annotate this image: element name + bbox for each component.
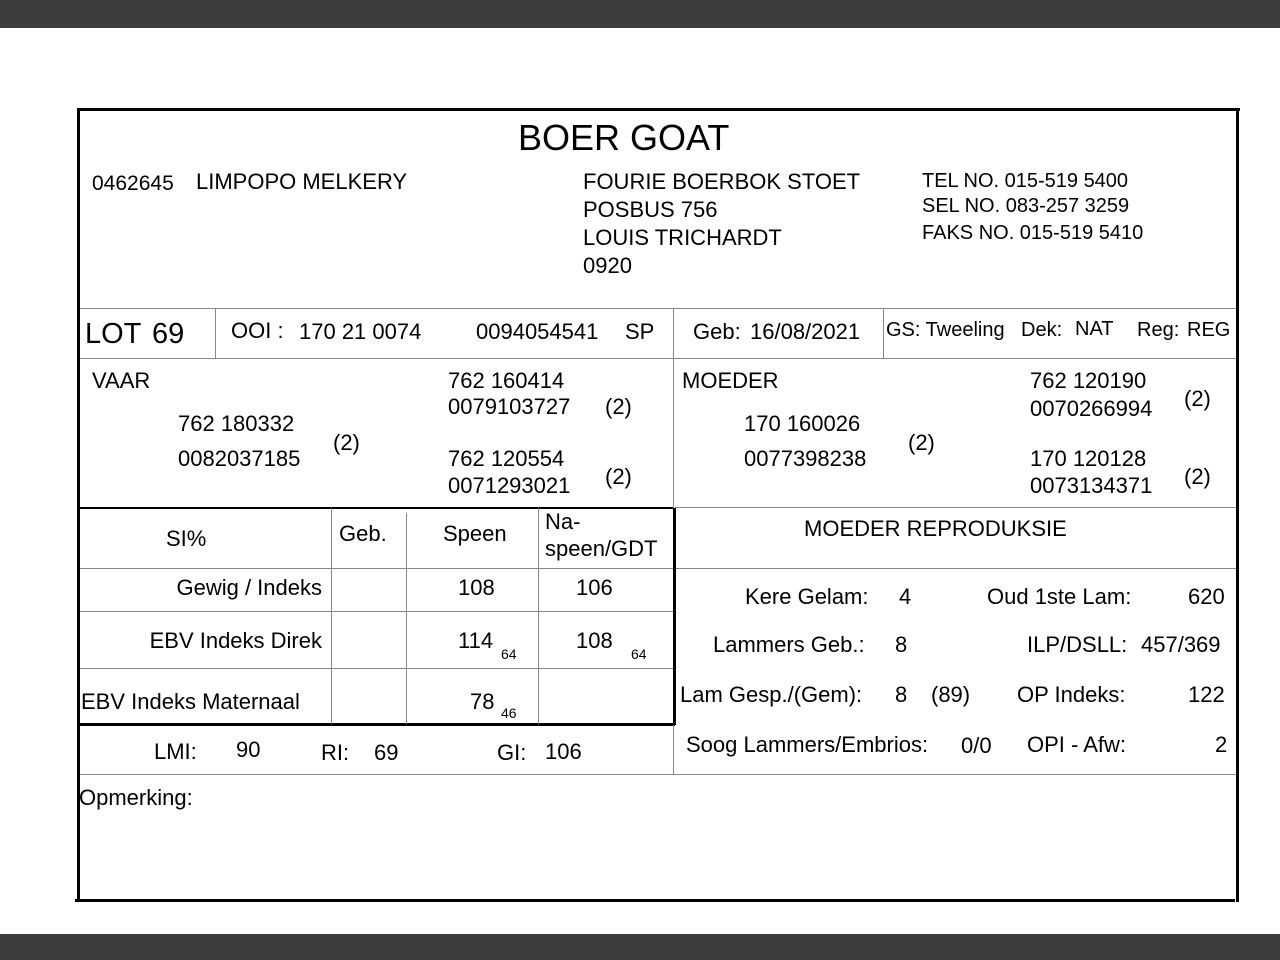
lot-number: 69 bbox=[152, 318, 185, 350]
owner-code: 0462645 bbox=[92, 172, 174, 195]
lammers-geb-label: Lammers Geb.: bbox=[713, 632, 865, 657]
reg-value: REG bbox=[1187, 319, 1231, 341]
dam-label: MOEDER bbox=[682, 368, 779, 393]
frame-left bbox=[77, 108, 80, 902]
owner-name: LIMPOPO MELKERY bbox=[196, 169, 408, 194]
op-value: 122 bbox=[1188, 682, 1225, 707]
dam-sire-count: (2) bbox=[1184, 386, 1211, 411]
dam-dam-count: (2) bbox=[1184, 464, 1211, 489]
contact-tel: TEL NO. 015-519 5400 bbox=[922, 170, 1129, 192]
divider-col2 bbox=[406, 513, 407, 724]
sire-reg: 0082037185 bbox=[178, 446, 301, 471]
reg-label: Reg: bbox=[1137, 319, 1180, 341]
contact-faks: FAKS NO. 015-519 5410 bbox=[922, 222, 1144, 244]
frame-top bbox=[77, 108, 1240, 111]
breeder-line3: LOUIS TRICHARDT bbox=[583, 225, 782, 250]
sire-sire-count: (2) bbox=[605, 394, 632, 419]
repro-title: MOEDER REPRODUKSIE bbox=[804, 516, 1067, 541]
divider-row3 bbox=[80, 723, 675, 726]
breeder-line1: FOURIE BOERBOK STOET bbox=[583, 169, 861, 194]
gi-value: 106 bbox=[545, 739, 582, 764]
row-maternaal-speen-sub: 46 bbox=[501, 705, 517, 721]
naspeen-header-line2: speen/GDT bbox=[545, 536, 658, 561]
dam-sire-reg: 0070266994 bbox=[1030, 396, 1153, 421]
op-label: OP Indeks: bbox=[1017, 682, 1126, 707]
kere-gelam-value: 4 bbox=[899, 584, 912, 609]
divider-lot-v bbox=[215, 308, 216, 358]
sire-count: (2) bbox=[333, 430, 360, 455]
lammers-geb-value: 8 bbox=[895, 632, 908, 657]
dam-reg: 0077398238 bbox=[744, 446, 867, 471]
row-direk-naspeen: 108 bbox=[576, 628, 613, 653]
divider-col1 bbox=[331, 508, 332, 724]
frame-right bbox=[1236, 108, 1239, 902]
row-direk-speen-sub: 64 bbox=[501, 646, 517, 662]
breeder-line4: 0920 bbox=[583, 253, 632, 278]
row-gewig-speen: 108 bbox=[458, 575, 495, 600]
divider-pedigree-left bbox=[80, 507, 673, 509]
divider-lot bbox=[80, 358, 1236, 359]
ooi-code: SP bbox=[625, 319, 655, 344]
lmi-value: 90 bbox=[236, 737, 261, 762]
gs-value: GS: Tweeling bbox=[886, 319, 1005, 341]
row-gewig-label: Gewig / Indeks bbox=[176, 575, 322, 600]
sire-dam-id: 762 120554 bbox=[448, 446, 565, 471]
naspeen-header-line1: Na- bbox=[545, 509, 581, 534]
row-maternaal-label: EBV Indeks Maternaal bbox=[81, 689, 300, 714]
dam-dam-id: 170 120128 bbox=[1030, 446, 1147, 471]
sire-id: 762 180332 bbox=[178, 411, 295, 436]
divider-indices bbox=[80, 774, 1236, 775]
divider-geb-v bbox=[883, 308, 884, 358]
divider-row1 bbox=[80, 611, 673, 612]
lmi-label: LMI: bbox=[154, 739, 197, 764]
divider-header bbox=[80, 308, 1236, 309]
ooi-id: 170 21 0074 bbox=[299, 319, 422, 344]
dam-count: (2) bbox=[908, 430, 935, 455]
divider-row2 bbox=[80, 668, 673, 669]
top-bar bbox=[0, 0, 1280, 28]
lam-gesp-label: Lam Gesp./(Gem): bbox=[680, 682, 863, 707]
geb-label: Geb: bbox=[693, 319, 741, 344]
remarks-label: Opmerking: bbox=[79, 785, 193, 810]
lot-label: LOT bbox=[85, 318, 142, 350]
dam-id: 170 160026 bbox=[744, 411, 861, 436]
divider-pedigree-right bbox=[675, 507, 1236, 508]
speen-header: Speen bbox=[443, 521, 507, 546]
dam-sire-id: 762 120190 bbox=[1030, 368, 1147, 393]
ri-value: 69 bbox=[374, 740, 399, 765]
row-direk-label: EBV Indeks Direk bbox=[149, 628, 322, 653]
geb-date: 16/08/2021 bbox=[750, 319, 861, 344]
breeder-line2: POSBUS 756 bbox=[583, 197, 718, 222]
dek-label: Dek: bbox=[1021, 319, 1063, 341]
ooi-reg-no: 0094054541 bbox=[476, 319, 599, 344]
bottom-bar bbox=[0, 934, 1280, 960]
kere-gelam-label: Kere Gelam: bbox=[745, 584, 869, 609]
ilp-value: 457/369 bbox=[1141, 632, 1221, 657]
sire-dam-count: (2) bbox=[605, 464, 632, 489]
lam-gem-value: (89) bbox=[931, 682, 971, 707]
lam-gesp-value: 8 bbox=[895, 682, 908, 707]
divider-col3 bbox=[538, 508, 539, 724]
ri-label: RI: bbox=[321, 740, 350, 765]
divider-si-header bbox=[80, 568, 1236, 569]
sire-dam-reg: 0071293021 bbox=[448, 473, 571, 498]
divider-si-right bbox=[673, 508, 676, 725]
row-gewig-naspeen: 106 bbox=[576, 575, 613, 600]
contact-sel: SEL NO. 083-257 3259 bbox=[922, 195, 1130, 217]
sire-sire-reg: 0079103727 bbox=[448, 394, 571, 419]
row-maternaal-speen: 78 bbox=[470, 689, 495, 714]
sire-label: VAAR bbox=[92, 368, 151, 393]
gi-label: GI: bbox=[497, 740, 527, 765]
dam-dam-reg: 0073134371 bbox=[1030, 473, 1153, 498]
row-direk-naspeen-sub: 64 bbox=[631, 646, 647, 662]
sire-sire-id: 762 160414 bbox=[448, 368, 565, 393]
row-direk-speen: 114 bbox=[458, 628, 494, 653]
soog-label: Soog Lammers/Embrios: bbox=[686, 732, 929, 757]
si-header: SI% bbox=[166, 526, 207, 551]
oud-value: 620 bbox=[1188, 584, 1225, 609]
opi-label: OPI - Afw: bbox=[1027, 732, 1127, 757]
oud-label: Oud 1ste Lam: bbox=[987, 584, 1132, 609]
dek-value: NAT bbox=[1075, 318, 1114, 340]
geb-header: Geb. bbox=[339, 521, 387, 546]
ooi-label: OOI : bbox=[231, 318, 284, 343]
card-title: BOER GOAT bbox=[518, 117, 730, 158]
ilp-label: ILP/DSLL: bbox=[1027, 632, 1128, 657]
opi-value: 2 bbox=[1215, 732, 1228, 757]
soog-value: 0/0 bbox=[961, 733, 992, 758]
frame-bottom bbox=[75, 899, 1235, 902]
